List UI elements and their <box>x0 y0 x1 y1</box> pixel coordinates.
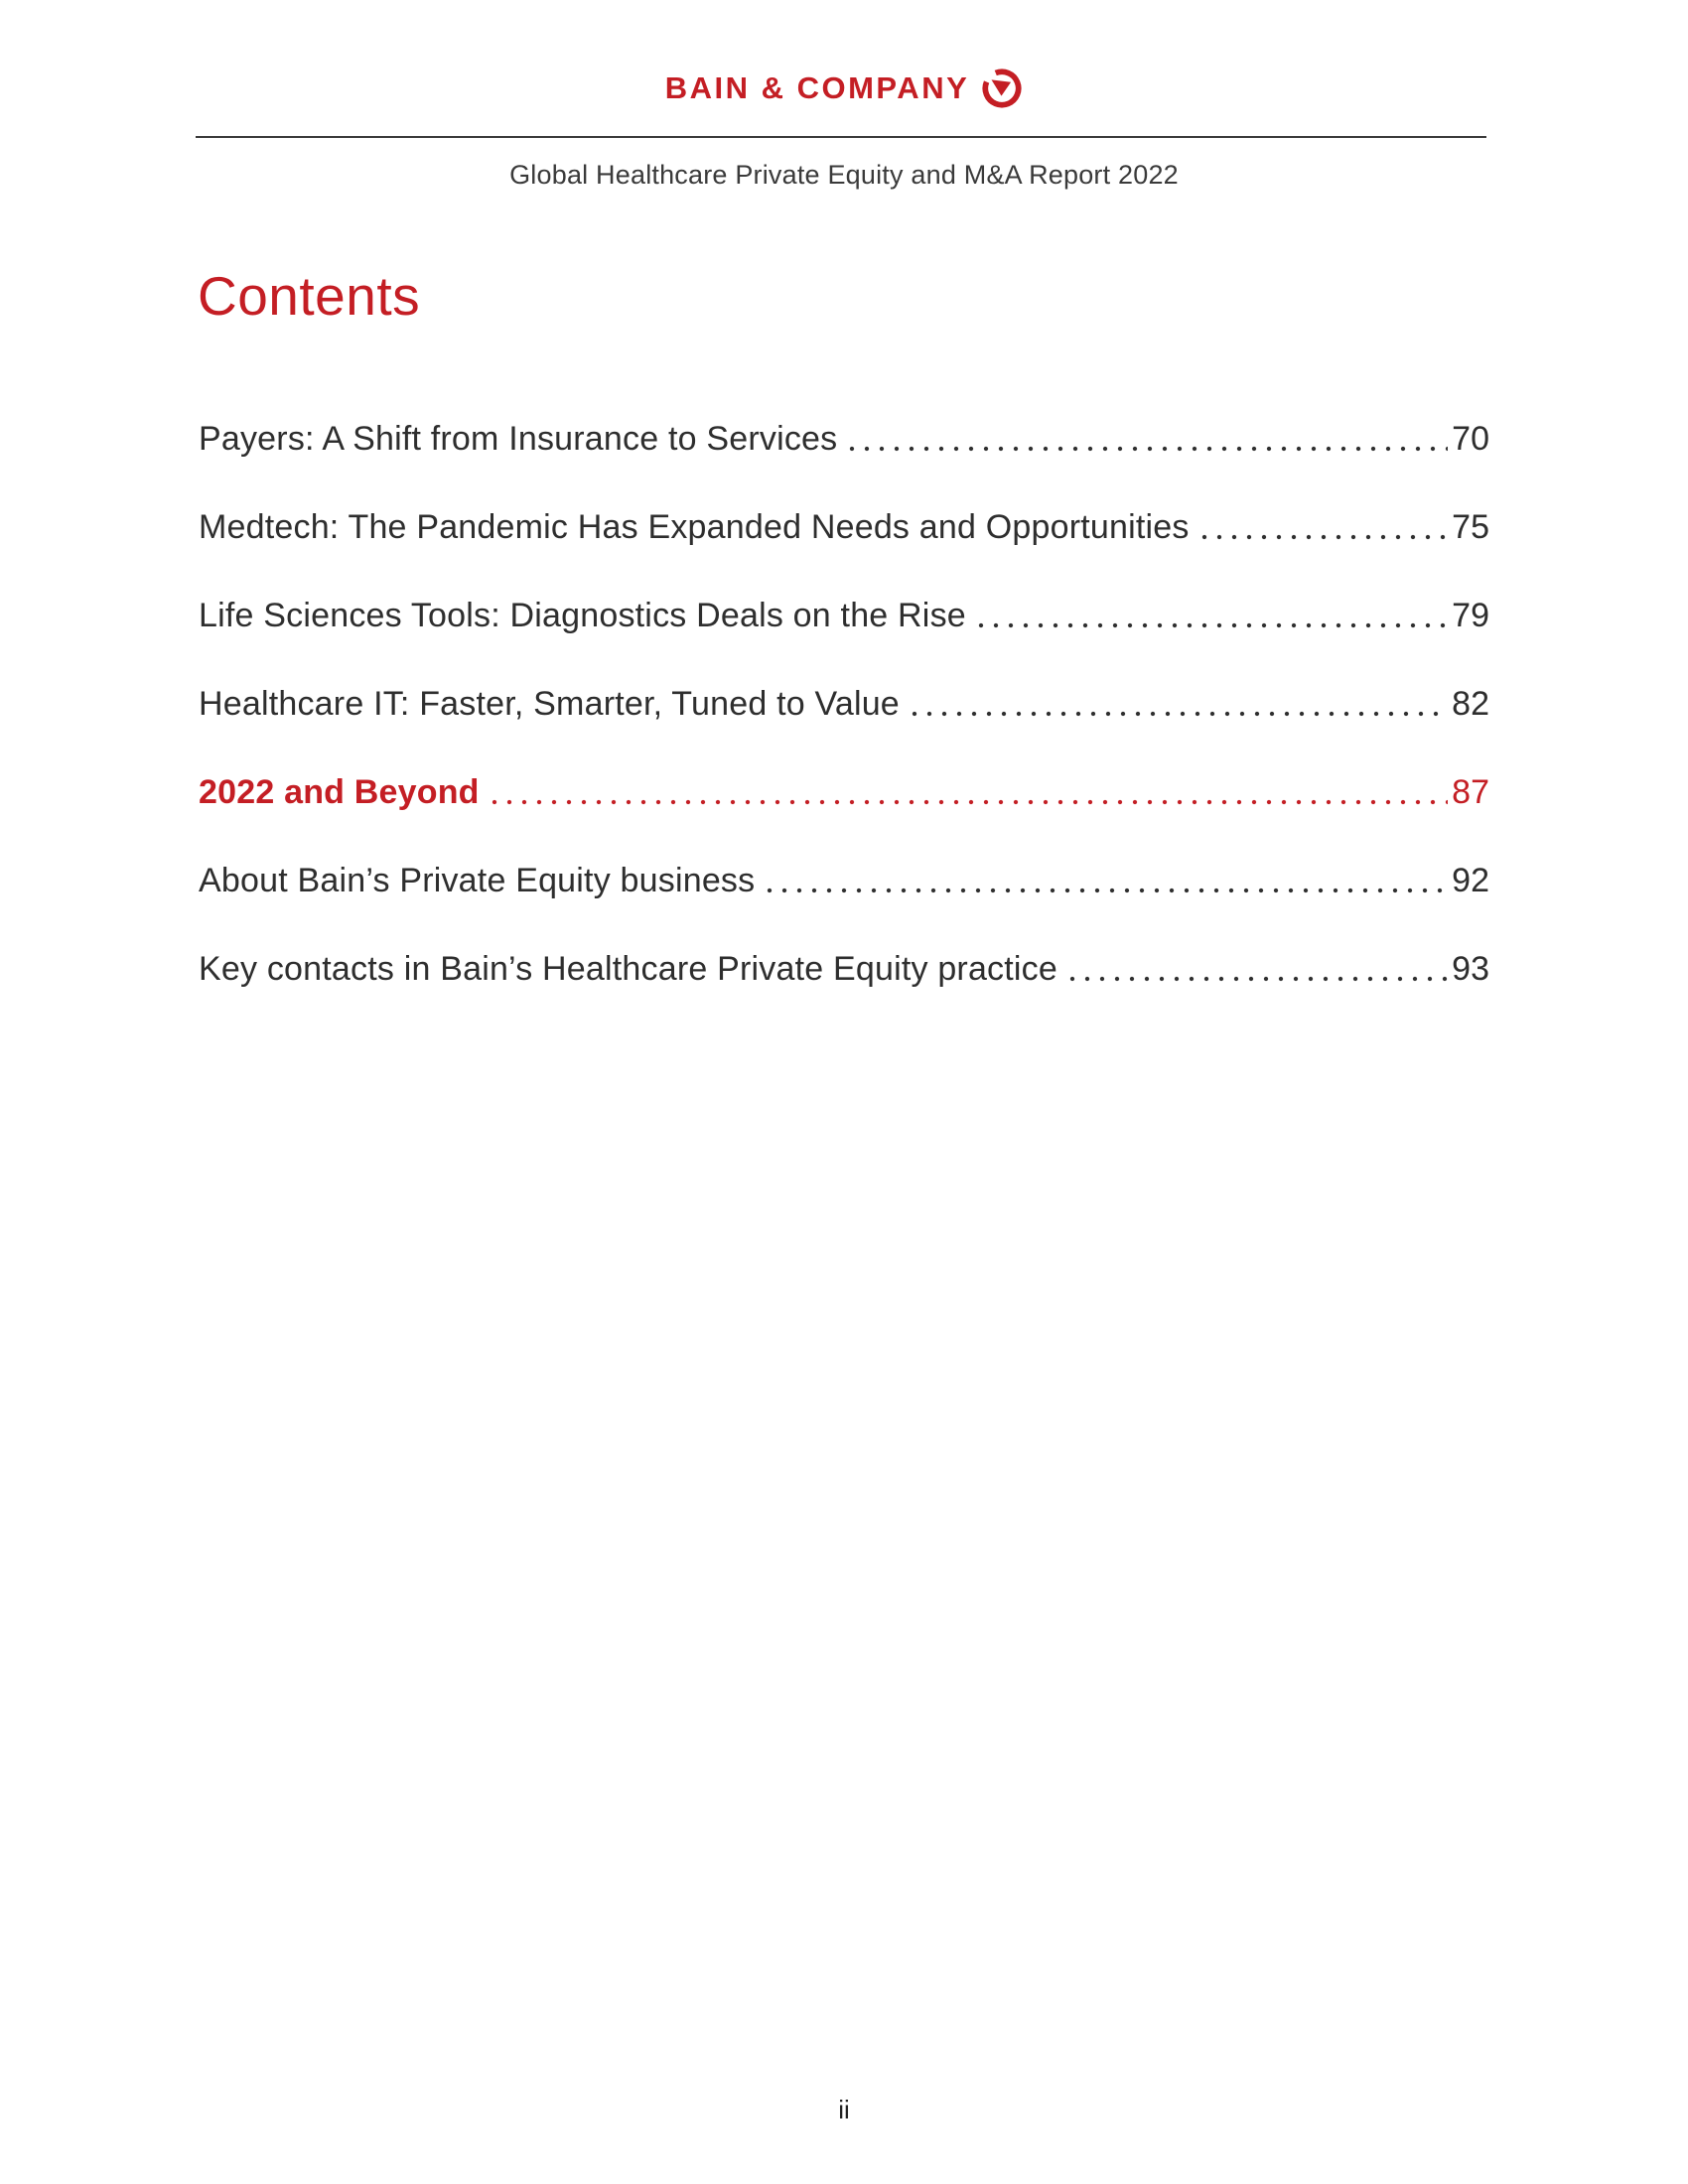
page-title: Contents <box>198 265 421 327</box>
toc-dot-leader <box>912 711 1448 717</box>
bain-compass-icon <box>981 68 1023 109</box>
toc-entry-label: Key contacts in Bain’s Healthcare Private Equity practice <box>199 950 1057 988</box>
toc-entry-label: Medtech: The Pandemic Has Expanded Needs and Opportunities <box>199 508 1190 546</box>
toc-dot-leader <box>492 799 1449 805</box>
toc-entry[interactable] <box>199 509 1489 546</box>
folio-page-number: ii <box>838 2095 850 2124</box>
toc-entry[interactable] <box>199 951 1489 988</box>
toc-dot-leader <box>1201 534 1449 540</box>
toc-page-number: 75 <box>1452 508 1489 546</box>
header-divider <box>196 136 1486 138</box>
toc-entry[interactable] <box>199 421 1489 458</box>
toc-page-number: 70 <box>1452 420 1489 458</box>
bain-logo-text: BAIN & COMPANY <box>664 70 970 105</box>
toc-entry[interactable] <box>199 774 1489 811</box>
toc-page-number: 79 <box>1452 597 1489 634</box>
toc-page-number: 82 <box>1452 685 1489 723</box>
toc-entry-label: Healthcare IT: Faster, Smarter, Tuned to Value <box>199 685 900 723</box>
toc-entry[interactable] <box>199 863 1489 899</box>
toc-dot-leader <box>849 446 1448 452</box>
toc-entry-label: Life Sciences Tools: Diagnostics Deals on the Rise <box>199 597 966 634</box>
bain-logo <box>0 68 1688 109</box>
toc-dot-leader <box>978 622 1448 628</box>
toc-entry-label: Payers: A Shift from Insurance to Services <box>199 420 838 458</box>
toc-page-number: 87 <box>1452 773 1489 811</box>
toc-entry-label: 2022 and Beyond <box>199 773 480 811</box>
toc-entry[interactable] <box>199 598 1489 634</box>
toc-entry[interactable] <box>199 686 1489 723</box>
table-of-contents <box>199 421 1489 1039</box>
report-title: Global Healthcare Private Equity and M&A Report 2022 <box>509 160 1179 190</box>
toc-dot-leader <box>767 887 1448 893</box>
toc-page-number: 92 <box>1452 862 1489 899</box>
toc-dot-leader <box>1069 976 1448 982</box>
toc-entry-label: About Bain’s Private Equity business <box>199 862 756 899</box>
toc-page-number: 93 <box>1452 950 1489 988</box>
